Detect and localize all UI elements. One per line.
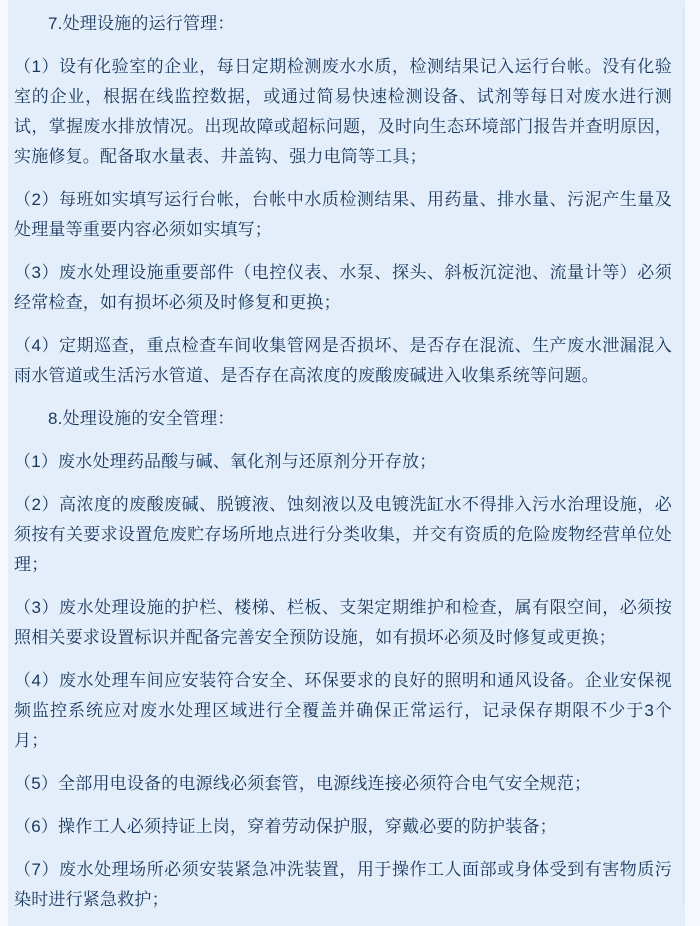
section-8-paragraph-1: （1）废水处理药品酸与碱、氧化剂与还原剂分开存放； [14,452,437,471]
section-8-paragraph-5: （5）全部用电设备的电源线必须套管，电源线连接必须符合电气安全规范； [14,774,592,793]
section-8-paragraph-4: （4）废水处理车间应安装符合安全、环保要求的良好的照明和通风设备。企业安保视频监控系统应对废水处理区域进行全覆盖并确保正常运行，记录保存期限不少于3个月； [14,671,672,750]
section-8-paragraph-7: （7）废水处理场所必须安装紧急冲洗装置，用于操作工人面部或身体受到有害物质污染时进行紧急救护； [14,860,672,909]
document-body [14,9,672,915]
section-8-paragraph-6: （6）操作工人必须持证上岗，穿着劳动保护服，穿戴必要的防护装备； [14,817,557,836]
document-page [8,0,685,926]
right-divider-line [683,8,684,906]
section-7-paragraph-2: （2）每班如实填写运行台帐，台帐中水质检测结果、用药量、排水量、污泥产生量及处理量等重要内容必须如实填写； [14,190,672,239]
section-8-paragraph-3: （3）废水处理设施的护栏、楼梯、栏板、支架定期维护和检查，属有限空间，必须按照相关要求设置标识并配备完善安全预防设施，如有损坏必须及时修复或更换； [14,598,672,647]
section-8-heading: 8.处理设施的安全管理： [48,409,235,428]
section-7-paragraph-3: （3）废水处理设施重要部件（电控仪表、水泵、探头、斜板沉淀池、流量计等）必须经常检查，如有损坏必须及时修复和更换； [14,263,672,312]
section-7-paragraph-4: （4）定期巡查，重点检查车间收集管网是否损坏、是否存在混流、生产废水泄漏混入雨水管道或生活污水管道、是否存在高浓度的废酸废碱进入收集系统等问题。 [14,336,672,385]
section-7-paragraph-1: （1）设有化验室的企业，每日定期检测废水水质，检测结果记入运行台帐。没有化验室的企业，根据在线监控数据，或通过简易快速检测设备、试剂等每日对废水进行测试，掌握废水排放情况。出现故障或超标问题，及时向生态环境部门报告并查明原因，实施修复。配备取水量表、井盖钩、强力电筒等工具； [14,57,672,166]
section-8-paragraph-2: （2）高浓度的废酸废碱、脱镀液、蚀刻液以及电镀洗缸水不得排入污水治理设施，必须按有关要求设置危废贮存场所地点进行分类收集，并交有资质的危险废物经营单位处理； [14,495,672,574]
section-7-heading: 7.处理设施的运行管理： [48,14,235,33]
